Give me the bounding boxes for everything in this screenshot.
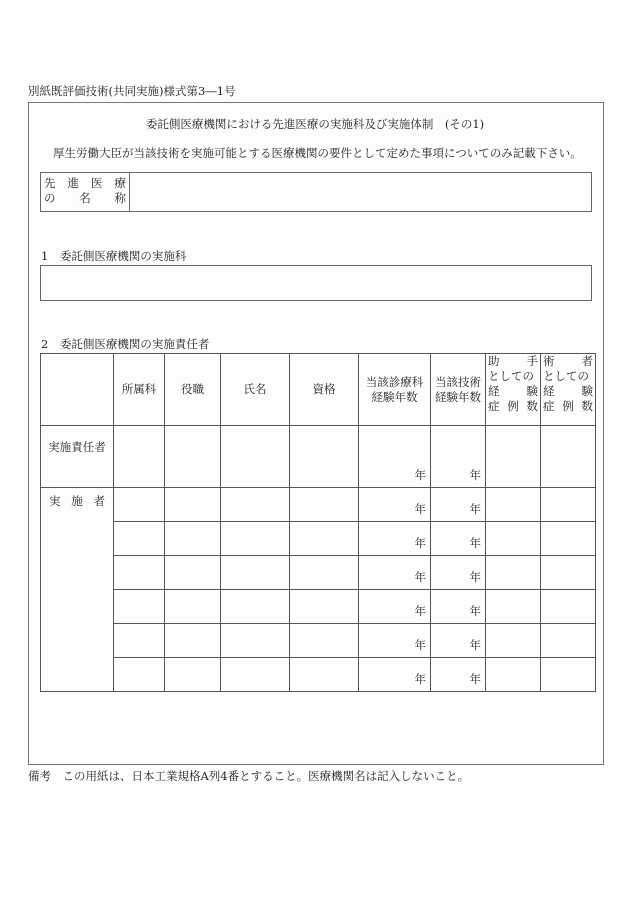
row-label-lead <box>41 426 114 488</box>
cell-qualification[interactable] <box>290 658 359 692</box>
cell-qualification[interactable] <box>290 590 359 624</box>
label-char: の <box>44 191 56 205</box>
cell-name[interactable] <box>221 624 290 658</box>
row-label-char: 実 <box>49 494 61 508</box>
technology-name-field[interactable] <box>131 173 591 211</box>
staff-table <box>40 353 596 692</box>
cell-department[interactable] <box>114 624 165 658</box>
cell-tech-years[interactable]: 年 <box>431 590 486 624</box>
table-row-member <box>41 556 596 590</box>
cell-qualification[interactable] <box>290 522 359 556</box>
cell-department[interactable] <box>114 426 165 488</box>
cell-department[interactable] <box>114 522 165 556</box>
cell-assistant-cases[interactable] <box>486 426 541 488</box>
cell-position[interactable] <box>165 488 221 522</box>
header-text: 当該技術 <box>435 374 481 389</box>
cell-assistant-cases[interactable] <box>486 488 541 522</box>
table-header-row <box>41 354 596 426</box>
cell-position[interactable] <box>165 426 221 488</box>
cell-assistant-cases[interactable] <box>486 522 541 556</box>
cell-name[interactable] <box>221 590 290 624</box>
header-char: 例 <box>507 399 519 413</box>
cell-qualification[interactable] <box>290 624 359 658</box>
cell-dept-years[interactable]: 年 <box>359 590 431 624</box>
label-char: 名 <box>79 191 91 205</box>
table-row-member <box>41 488 596 522</box>
technology-name-box <box>40 172 592 212</box>
cell-position[interactable] <box>165 624 221 658</box>
cell-dept-years[interactable]: 年 <box>359 624 431 658</box>
cell-position[interactable] <box>165 556 221 590</box>
footnote: 備考 この用紙は、日本工業規格A列4番とすること。医療機関名は記入しないこと。 <box>28 769 470 783</box>
cell-tech-years[interactable]: 年 <box>431 426 486 488</box>
header-char: としての <box>543 369 589 383</box>
header-char: 術 <box>543 354 555 368</box>
table-row-member <box>41 590 596 624</box>
cell-dept-years[interactable]: 年 <box>359 426 431 488</box>
technology-name-label <box>41 173 130 211</box>
header-tech-years <box>431 354 486 426</box>
cell-position[interactable] <box>165 658 221 692</box>
cell-department[interactable] <box>114 658 165 692</box>
label-char: 医 <box>91 176 103 190</box>
label-char: 療 <box>114 176 126 190</box>
cell-operator-cases[interactable] <box>541 624 596 658</box>
cell-department[interactable] <box>114 590 165 624</box>
cell-operator-cases[interactable] <box>541 556 596 590</box>
row-label-members <box>41 488 114 692</box>
page-title: 委託側医療機関における先進医療の実施科及び実施体制 (その1) <box>145 117 485 131</box>
instruction-text: 厚生労働大臣が当該技術を実施可能とする医療機関の要件として定めた事項についてのみ記載下さい。 <box>53 146 582 160</box>
cell-tech-years[interactable]: 年 <box>431 556 486 590</box>
label-char: 先 <box>44 176 56 190</box>
section1-label: 1 委託側医療機関の実施科 <box>41 249 187 263</box>
header-text: 経験年数 <box>435 389 481 404</box>
cell-position[interactable] <box>165 522 221 556</box>
cell-qualification[interactable] <box>290 556 359 590</box>
cell-tech-years[interactable]: 年 <box>431 488 486 522</box>
cell-dept-years[interactable]: 年 <box>359 556 431 590</box>
header-assistant-cases <box>486 354 541 426</box>
cell-department[interactable] <box>114 488 165 522</box>
cell-assistant-cases[interactable] <box>486 556 541 590</box>
table-row-member <box>41 624 596 658</box>
cell-operator-cases[interactable] <box>541 488 596 522</box>
cell-operator-cases[interactable] <box>541 522 596 556</box>
header-char: 経 <box>488 384 500 398</box>
cell-operator-cases[interactable] <box>541 426 596 488</box>
row-label-char: 者 <box>93 494 105 508</box>
header-char: 経 <box>543 384 555 398</box>
cell-name[interactable] <box>221 556 290 590</box>
header-char: 症 <box>543 399 555 413</box>
form-id: 別紙既評価技術(共同実施)様式第3―1号 <box>28 84 236 98</box>
cell-assistant-cases[interactable] <box>486 624 541 658</box>
header-text: 当該診療科 <box>365 374 424 389</box>
row-label-text: 実施責任者 <box>48 440 106 454</box>
cell-dept-years[interactable]: 年 <box>359 522 431 556</box>
cell-tech-years[interactable]: 年 <box>431 624 486 658</box>
header-char: 数 <box>526 399 538 413</box>
department-field[interactable] <box>40 265 592 301</box>
table-row-lead <box>41 426 596 488</box>
cell-name[interactable] <box>221 522 290 556</box>
header-name: 氏名 <box>221 354 290 426</box>
header-char: 者 <box>581 354 593 368</box>
cell-name[interactable] <box>221 426 290 488</box>
cell-operator-cases[interactable] <box>541 658 596 692</box>
header-dept-years <box>359 354 431 426</box>
label-char: 進 <box>67 176 79 190</box>
header-qualification: 資格 <box>290 354 359 426</box>
section2-label: 2 委託側医療機関の実施責任者 <box>41 337 210 351</box>
header-position: 役職 <box>165 354 221 426</box>
header-char: 数 <box>581 399 593 413</box>
header-blank <box>41 354 114 426</box>
header-char: 験 <box>526 384 538 398</box>
header-department: 所属科 <box>114 354 165 426</box>
cell-operator-cases[interactable] <box>541 590 596 624</box>
header-char: としての <box>488 369 534 383</box>
cell-name[interactable] <box>221 488 290 522</box>
cell-dept-years[interactable]: 年 <box>359 658 431 692</box>
row-label-char: 施 <box>71 494 83 508</box>
cell-qualification[interactable] <box>290 426 359 488</box>
table-row-member <box>41 658 596 692</box>
header-text: 経験年数 <box>371 389 418 404</box>
cell-department[interactable] <box>114 556 165 590</box>
cell-assistant-cases[interactable] <box>486 590 541 624</box>
label-char: 称 <box>114 191 126 205</box>
header-char: 例 <box>562 399 574 413</box>
header-char: 症 <box>488 399 500 413</box>
header-char: 助 <box>488 354 500 368</box>
header-char: 験 <box>581 384 593 398</box>
cell-tech-years[interactable]: 年 <box>431 522 486 556</box>
cell-dept-years[interactable]: 年 <box>359 488 431 522</box>
cell-name[interactable] <box>221 658 290 692</box>
cell-tech-years[interactable]: 年 <box>431 658 486 692</box>
table-row-member <box>41 522 596 556</box>
header-operator-cases <box>541 354 596 426</box>
cell-position[interactable] <box>165 590 221 624</box>
header-char: 手 <box>526 354 538 368</box>
cell-qualification[interactable] <box>290 488 359 522</box>
cell-assistant-cases[interactable] <box>486 658 541 692</box>
